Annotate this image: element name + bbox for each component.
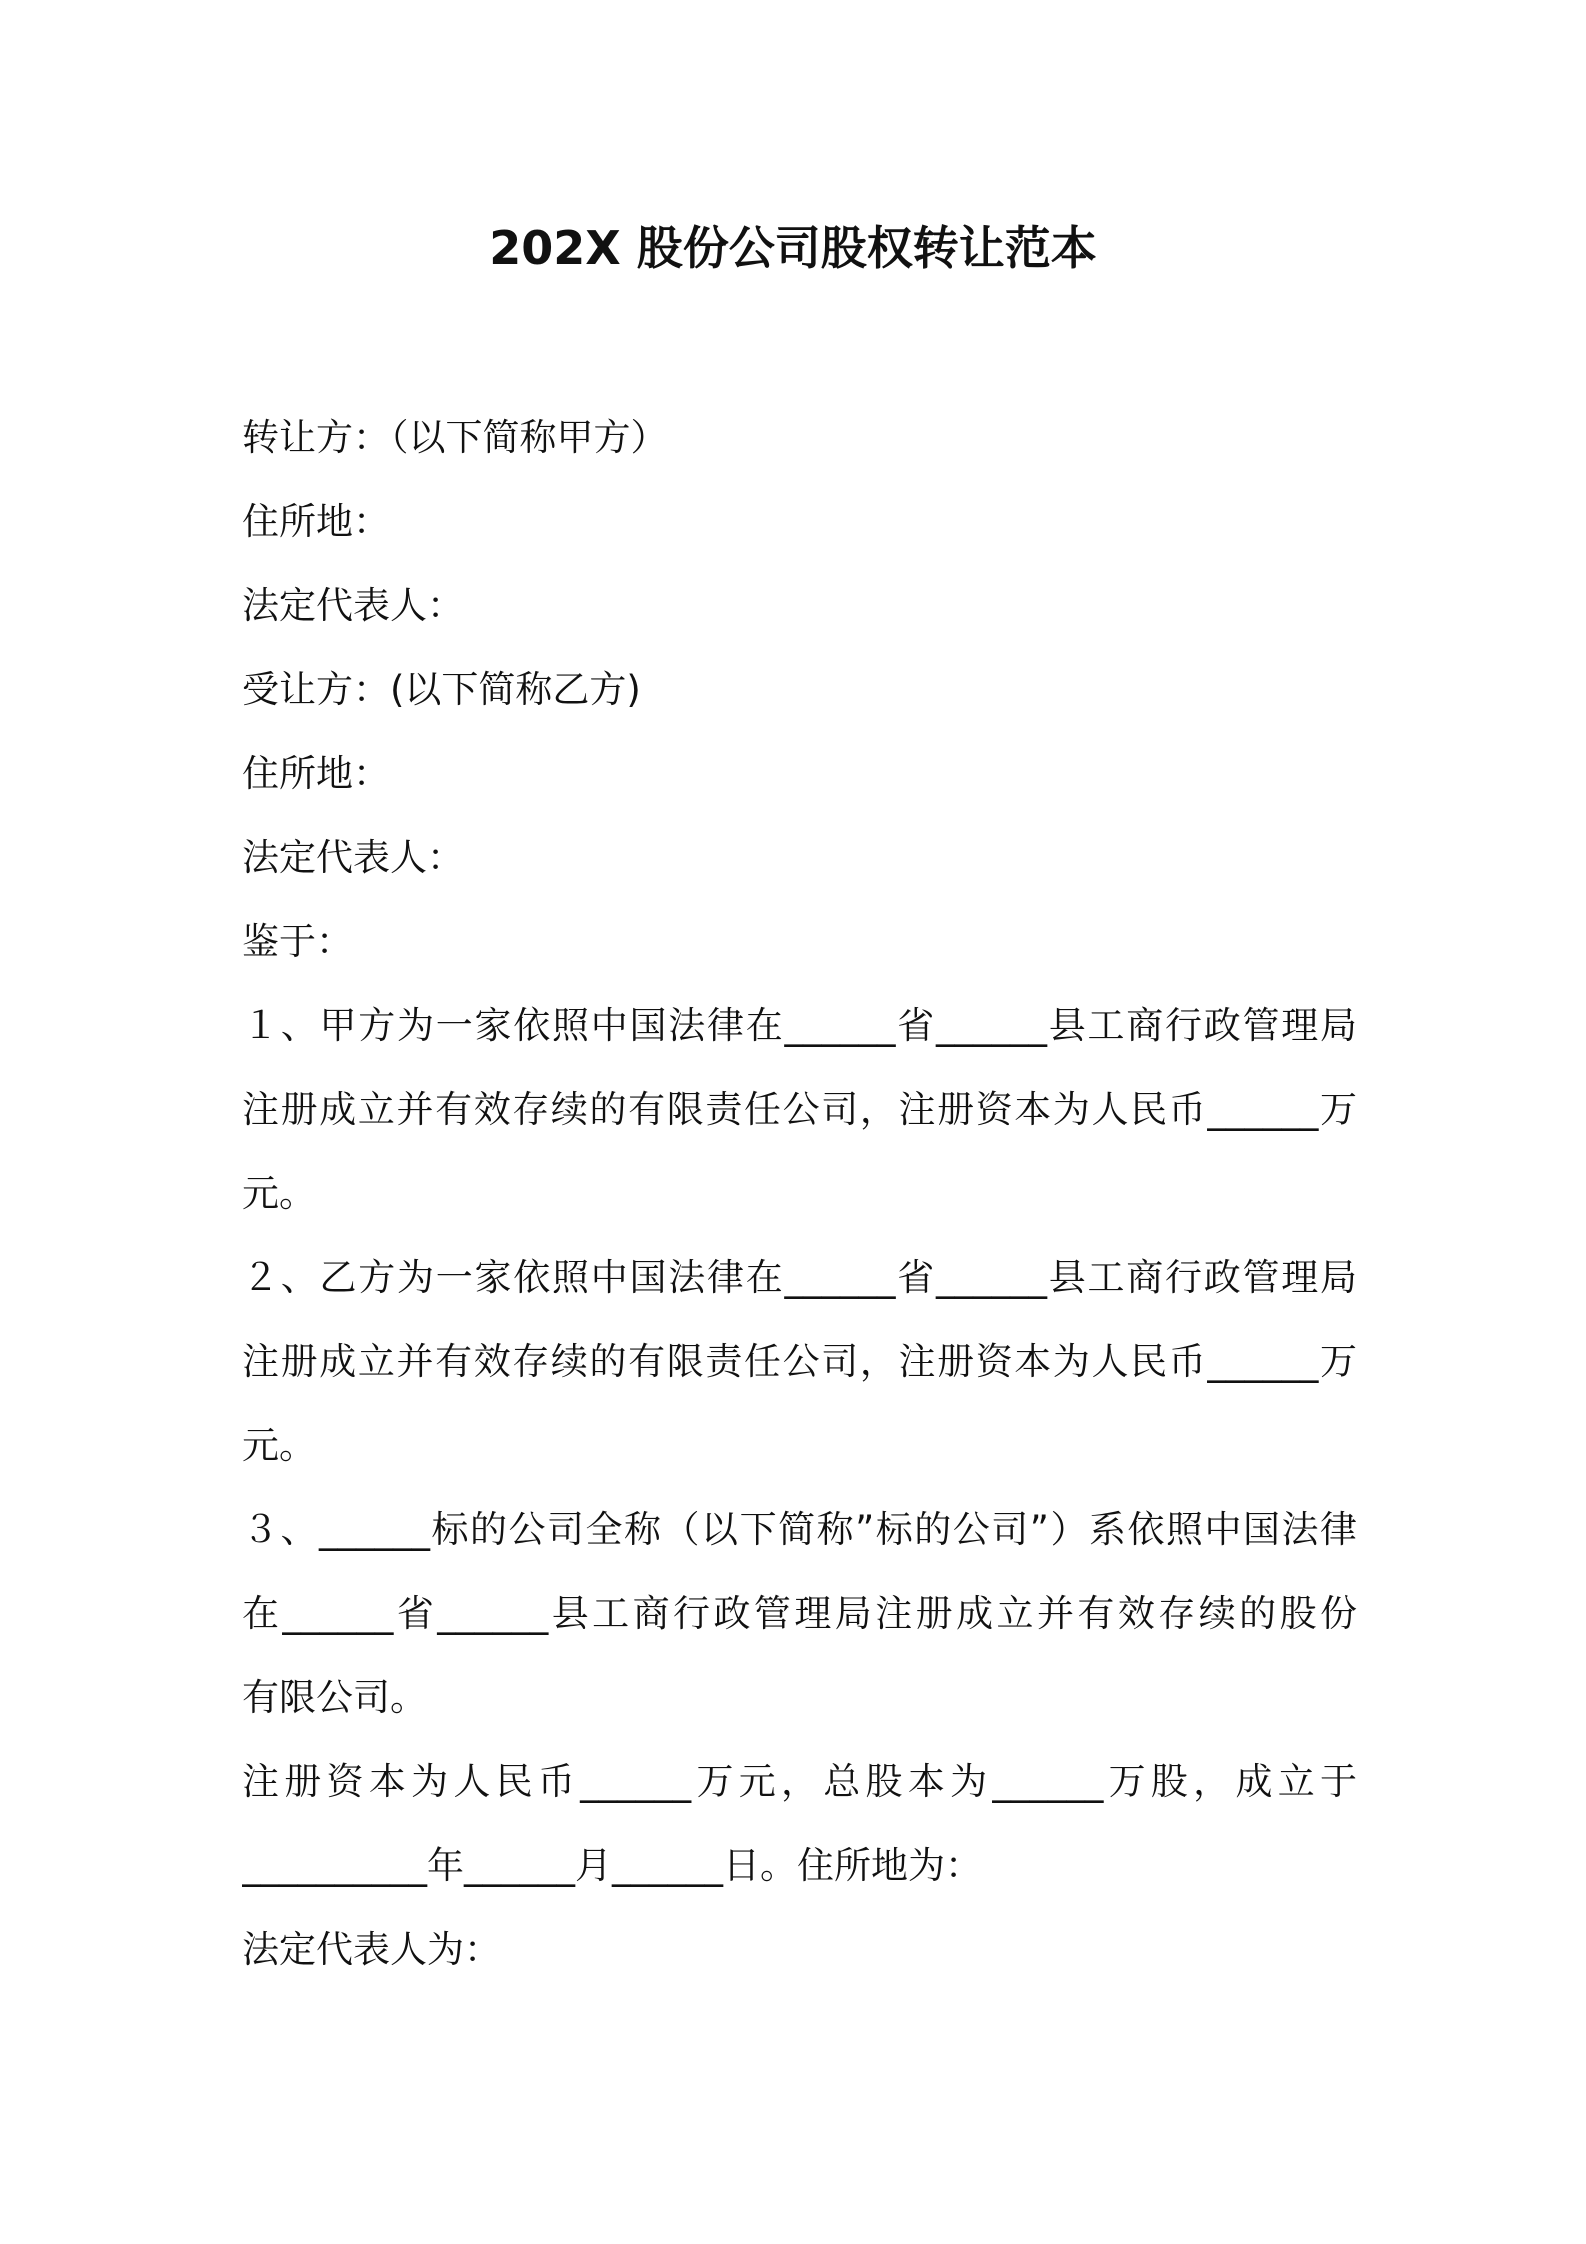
- registered-capital-line: 注册资本为人民币______万元，总股本为______万股，成立于: [242, 1760, 1357, 1803]
- transferee-line: 受让方：(以下简称乙方): [242, 668, 641, 711]
- clause-1-line-3: 元。: [242, 1172, 316, 1215]
- transferee-address-line: 住所地：: [242, 752, 390, 795]
- legal-representative-line: 法定代表人为：: [242, 1928, 501, 1971]
- whereas-heading: 鉴于：: [242, 920, 353, 963]
- transferor-line: 转让方：（以下简称甲方）: [242, 416, 668, 459]
- establishment-date-line: __________年______月______日。住所地为：: [242, 1844, 982, 1887]
- clause-3-line-3: 有限公司。: [242, 1676, 427, 1719]
- transferee-representative-line: 法定代表人：: [242, 836, 464, 879]
- clause-3-line-2: 在______省______县工商行政管理局注册成立并有效存续的股份: [242, 1592, 1357, 1635]
- clause-3-line-1: ３、______标的公司全称（以下简称”标的公司”）系依照中国法律: [242, 1508, 1357, 1551]
- transferor-address-line: 住所地：: [242, 500, 390, 543]
- clause-1-line-1: １、甲方为一家依照中国法律在______省______县工商行政管理局: [242, 1004, 1357, 1047]
- transferor-representative-line: 法定代表人：: [242, 584, 464, 627]
- clause-1-line-2: 注册成立并有效存续的有限责任公司，注册资本为人民币______万: [242, 1088, 1357, 1131]
- document-title: 202X 股份公司股权转让范本: [489, 221, 1097, 275]
- clause-2-line-2: 注册成立并有效存续的有限责任公司，注册资本为人民币______万: [242, 1340, 1357, 1383]
- clause-2-line-1: ２、乙方为一家依照中国法律在______省______县工商行政管理局: [242, 1256, 1357, 1299]
- clause-2-line-3: 元。: [242, 1424, 316, 1467]
- document-body: [242, 396, 1357, 1992]
